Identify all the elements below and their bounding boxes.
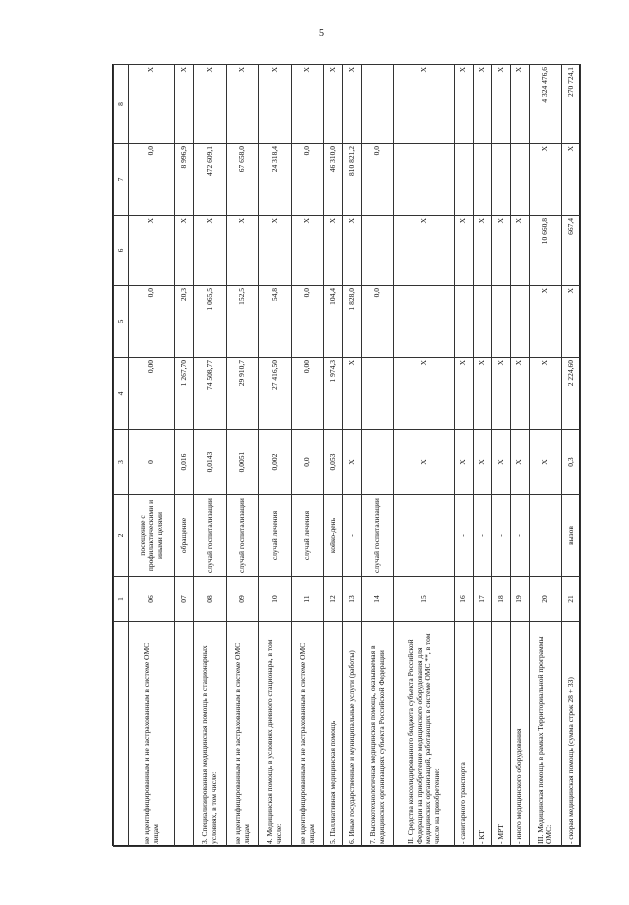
unit-cell: -: [454, 495, 473, 577]
budget-total-cell: 67 658,0: [226, 144, 259, 216]
budget-total-cell: 0,0: [361, 144, 394, 216]
budget-total-cell: [492, 144, 511, 216]
per-capita-oms-cell: X: [129, 216, 175, 286]
table-row: [259, 65, 292, 847]
table-row: [562, 65, 581, 847]
row-name-cell: [175, 622, 194, 847]
budget-total-cell: [473, 144, 492, 216]
table-row: [175, 65, 194, 847]
row-name-cell: - КТ: [473, 622, 492, 847]
budget-total-cell: X: [562, 144, 581, 216]
cost-cell: 0,00: [129, 358, 175, 430]
oms-total-cell: X: [259, 65, 292, 144]
row-name-cell: не идентифицированным и не застрахованным в системе ОМС лицам: [226, 622, 259, 847]
row-code-cell: 08: [194, 577, 227, 622]
row-name-cell: II. Средства консолидированного бюджета субъекта Российской Федерации на приобретение медицинского оборудования для медицинских организаций, работающих в системе ОМС **, в том числе на приобретение:: [394, 622, 454, 847]
per-capita-oms-cell: X: [343, 216, 362, 286]
row-code-cell: 11: [291, 577, 324, 622]
row-code-cell: 09: [226, 577, 259, 622]
volume-cell: X: [529, 430, 562, 495]
table-row: [361, 65, 394, 847]
cost-cell: X: [529, 358, 562, 430]
per-capita-budget-cell: [492, 286, 511, 358]
row-name-cell: - скорая медицинская помощь (сумма строк 28 + 33): [562, 622, 581, 847]
oms-total-cell: X: [194, 65, 227, 144]
cost-cell: 74 508,77: [194, 358, 227, 430]
per-capita-budget-cell: 1 828,0: [343, 286, 362, 358]
column-header: [114, 622, 129, 847]
budget-total-cell: 46 310,0: [324, 144, 343, 216]
row-name-cell: 4. Медицинская помощь в условиях дневного стационара, в том числе:: [259, 622, 292, 847]
cost-cell: 2 224,60: [562, 358, 581, 430]
table-row: [454, 65, 473, 847]
row-code-cell: 14: [361, 577, 394, 622]
unit-cell: вызов: [562, 495, 581, 577]
column-header: 1: [114, 577, 129, 622]
unit-cell: посещение с профилактическими и иными целями: [129, 495, 175, 577]
per-capita-budget-cell: 20,3: [175, 286, 194, 358]
budget-total-cell: 8 996,9: [175, 144, 194, 216]
table-row: [394, 65, 454, 847]
per-capita-oms-cell: X: [492, 216, 511, 286]
budget-total-cell: 472 609,1: [194, 144, 227, 216]
column-header: 8: [114, 65, 129, 144]
cost-cell: X: [510, 358, 529, 430]
row-name-cell: не идентифицированным и не застрахованным в системе ОМС лицам: [129, 622, 175, 847]
volume-cell: 0,053: [324, 430, 343, 495]
unit-cell: койко-день: [324, 495, 343, 577]
volume-cell: 0,0: [291, 430, 324, 495]
table-row: [343, 65, 362, 847]
volume-cell: X: [343, 430, 362, 495]
row-name-cell: 3. Специализированная медицинская помощь в стационарных условиях, в том числе:: [194, 622, 227, 847]
oms-total-cell: X: [343, 65, 362, 144]
oms-total-cell: X: [291, 65, 324, 144]
per-capita-oms-cell: X: [291, 216, 324, 286]
per-capita-oms-cell: [361, 216, 394, 286]
cost-cell: 1 267,70: [175, 358, 194, 430]
per-capita-budget-cell: 54,8: [259, 286, 292, 358]
per-capita-oms-cell: X: [194, 216, 227, 286]
column-header: 7: [114, 144, 129, 216]
row-name-cell: - санитарного транспорта: [454, 622, 473, 847]
cost-cell: X: [454, 358, 473, 430]
oms-total-cell: X: [226, 65, 259, 144]
column-header: 3: [114, 430, 129, 495]
row-code-cell: 17: [473, 577, 492, 622]
row-name-cell: не идентифицированным и не застрахованным в системе ОМС лицам: [291, 622, 324, 847]
cost-cell: X: [492, 358, 511, 430]
oms-total-cell: X: [454, 65, 473, 144]
per-capita-budget-cell: 152,5: [226, 286, 259, 358]
per-capita-budget-cell: [394, 286, 454, 358]
unit-cell: случай лечения: [291, 495, 324, 577]
budget-total-cell: X: [529, 144, 562, 216]
oms-total-cell: X: [129, 65, 175, 144]
volume-cell: 0,016: [175, 430, 194, 495]
volume-cell: X: [473, 430, 492, 495]
table-row: [226, 65, 259, 847]
oms-total-cell: X: [510, 65, 529, 144]
row-name-cell: 7. Высокотехнологичная медицинская помощь, оказываемая в медицинских организациях субъекта Российской Федерации: [361, 622, 394, 847]
unit-cell: -: [492, 495, 511, 577]
table-row: [492, 65, 511, 847]
column-number-row: [114, 65, 129, 847]
row-code-cell: 16: [454, 577, 473, 622]
per-capita-budget-cell: 104,4: [324, 286, 343, 358]
per-capita-budget-cell: 0,0: [291, 286, 324, 358]
unit-cell: случай госпитализации: [226, 495, 259, 577]
per-capita-budget-cell: 1 065,5: [194, 286, 227, 358]
cost-cell: [361, 358, 394, 430]
budget-total-cell: 810 821,2: [343, 144, 362, 216]
column-header: 4: [114, 358, 129, 430]
row-code-cell: 06: [129, 577, 175, 622]
column-header: 5: [114, 286, 129, 358]
row-name-cell: - иного медицинского оборудования: [510, 622, 529, 847]
volume-cell: 0,3: [562, 430, 581, 495]
row-code-cell: 12: [324, 577, 343, 622]
budget-total-cell: [394, 144, 454, 216]
cost-cell: X: [343, 358, 362, 430]
row-code-cell: 21: [562, 577, 581, 622]
per-capita-budget-cell: [473, 286, 492, 358]
budget-total-cell: [454, 144, 473, 216]
volume-cell: [361, 430, 394, 495]
per-capita-oms-cell: X: [226, 216, 259, 286]
cost-cell: 29 910,7: [226, 358, 259, 430]
row-code-cell: 10: [259, 577, 292, 622]
table-row: [529, 65, 562, 847]
cost-cell: 0,00: [291, 358, 324, 430]
unit-cell: случай госпитализации: [194, 495, 227, 577]
row-code-cell: 20: [529, 577, 562, 622]
per-capita-budget-cell: [510, 286, 529, 358]
oms-total-cell: X: [175, 65, 194, 144]
oms-total-cell: X: [324, 65, 343, 144]
volume-cell: X: [492, 430, 511, 495]
per-capita-budget-cell: [454, 286, 473, 358]
per-capita-oms-cell: X: [259, 216, 292, 286]
oms-total-cell: [361, 65, 394, 144]
volume-cell: 0: [129, 430, 175, 495]
per-capita-budget-cell: X: [562, 286, 581, 358]
budget-total-cell: 24 318,4: [259, 144, 292, 216]
oms-total-cell: 4 324 476,6: [529, 65, 562, 144]
volume-cell: X: [394, 430, 454, 495]
volume-cell: 0,0051: [226, 430, 259, 495]
row-code-cell: 19: [510, 577, 529, 622]
per-capita-budget-cell: 0,0: [129, 286, 175, 358]
row-name-cell: - МРТ: [492, 622, 511, 847]
row-code-cell: 18: [492, 577, 511, 622]
financing-table: [113, 64, 581, 847]
volume-cell: X: [454, 430, 473, 495]
per-capita-budget-cell: 0,0: [361, 286, 394, 358]
per-capita-budget-cell: X: [529, 286, 562, 358]
table-row: [291, 65, 324, 847]
volume-cell: 0,002: [259, 430, 292, 495]
per-capita-oms-cell: 667,4: [562, 216, 581, 286]
row-code-cell: 13: [343, 577, 362, 622]
oms-total-cell: X: [394, 65, 454, 144]
unit-cell: -: [473, 495, 492, 577]
per-capita-oms-cell: X: [454, 216, 473, 286]
unit-cell: случай лечения: [259, 495, 292, 577]
per-capita-oms-cell: X: [473, 216, 492, 286]
table-row: [473, 65, 492, 847]
oms-total-cell: X: [473, 65, 492, 144]
oms-total-cell: 270 724,1: [562, 65, 581, 144]
rotated-table-frame: [112, 64, 580, 846]
table-row: [194, 65, 227, 847]
cost-cell: X: [394, 358, 454, 430]
per-capita-oms-cell: X: [510, 216, 529, 286]
table-row: [324, 65, 343, 847]
cost-cell: X: [473, 358, 492, 430]
row-code-cell: 15: [394, 577, 454, 622]
table-row: [129, 65, 175, 847]
budget-total-cell: 0,0: [291, 144, 324, 216]
oms-total-cell: X: [492, 65, 511, 144]
per-capita-oms-cell: 10 660,8: [529, 216, 562, 286]
budget-total-cell: 0,0: [129, 144, 175, 216]
column-header: 2: [114, 495, 129, 577]
unit-cell: случай госпитализации: [361, 495, 394, 577]
unit-cell: [529, 495, 562, 577]
cost-cell: 1 974,3: [324, 358, 343, 430]
unit-cell: -: [343, 495, 362, 577]
unit-cell: обращение: [175, 495, 194, 577]
volume-cell: X: [510, 430, 529, 495]
budget-total-cell: [510, 144, 529, 216]
row-name-cell: 5. Паллиативная медицинская помощь: [324, 622, 343, 847]
per-capita-oms-cell: X: [175, 216, 194, 286]
row-code-cell: 07: [175, 577, 194, 622]
volume-cell: 0,0143: [194, 430, 227, 495]
per-capita-oms-cell: X: [324, 216, 343, 286]
row-name-cell: 6. Иные государственные и муниципальные услуги (работы): [343, 622, 362, 847]
table-row: [510, 65, 529, 847]
page-number: 5: [319, 28, 324, 39]
cost-cell: 27 416,50: [259, 358, 292, 430]
row-name-cell: III. Медицинская помощь в рамках Территориальной программы ОМС:: [529, 622, 562, 847]
unit-cell: -: [510, 495, 529, 577]
per-capita-oms-cell: X: [394, 216, 454, 286]
column-header: 6: [114, 216, 129, 286]
unit-cell: [394, 495, 454, 577]
